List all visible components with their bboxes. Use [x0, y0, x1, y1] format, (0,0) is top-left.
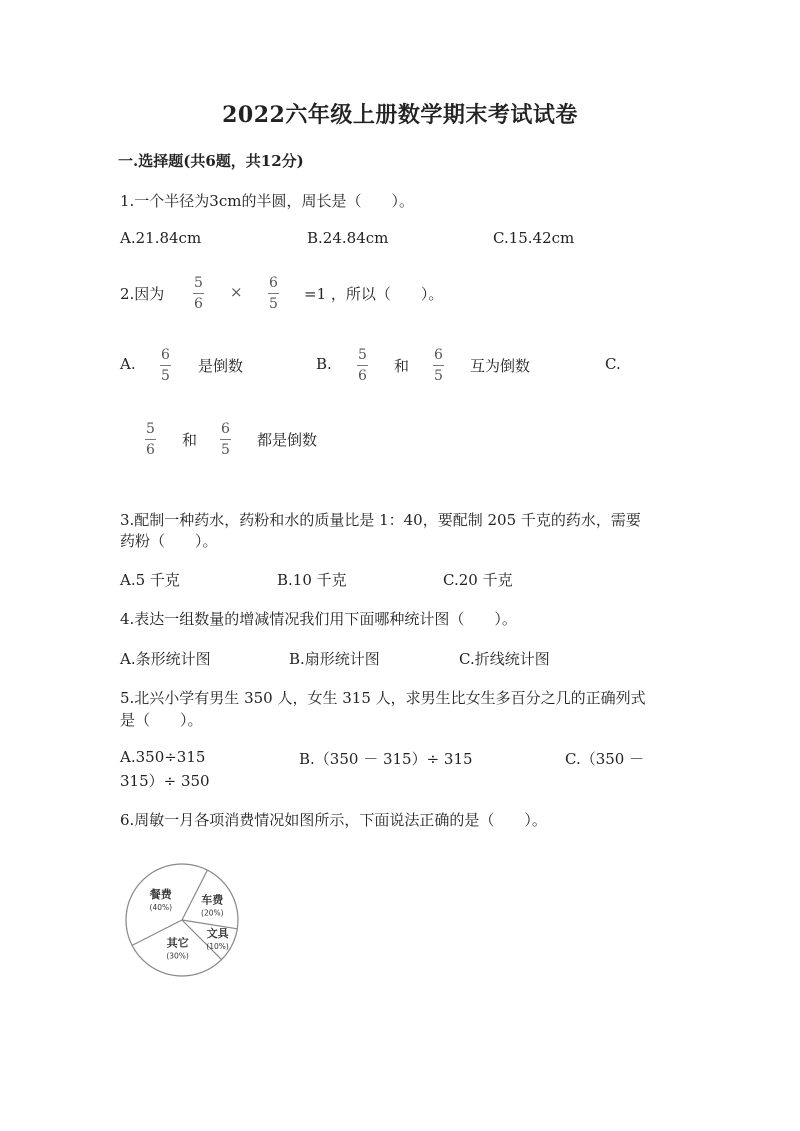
fraction-denominator: 5 — [221, 442, 230, 458]
fraction-denominator: 6 — [194, 296, 203, 312]
pie-slice-percent: (20%) — [201, 908, 224, 918]
fraction-denominator: 5 — [434, 368, 443, 384]
fraction-numerator: 5 — [194, 275, 203, 291]
q3-option-c[interactable]: C.20 千克 — [443, 571, 513, 589]
q2-option-c-fraction-1 — [145, 422, 156, 457]
q1-option-c[interactable]: C.15.42cm — [493, 229, 575, 247]
section-heading: 一.选择题(共6题，共12分) — [118, 152, 304, 170]
q2-option-b-fraction-1 — [357, 348, 368, 383]
q2-option-a-text: 是倒数 — [198, 357, 244, 375]
question-1: 1.一个半径为3cm的半圆，周长是（ ）。 — [120, 192, 414, 210]
q3-option-b[interactable]: B.10 千克 — [277, 571, 347, 589]
q5-option-c[interactable]: C.（350 － — [565, 750, 645, 768]
q1-option-b[interactable]: B.24.84cm — [307, 229, 389, 247]
fraction-numerator: 5 — [146, 421, 155, 437]
question-3-line-2: 药粉（ ）。 — [120, 532, 218, 550]
question-2-suffix: =1 ，所以（ ）。 — [304, 285, 444, 303]
fraction-denominator: 5 — [269, 296, 278, 312]
q2-option-b-text: 互为倒数 — [470, 357, 531, 375]
fraction-denominator: 5 — [161, 368, 170, 384]
q2-option-c-label[interactable]: C. — [605, 355, 621, 373]
q2-option-a-label[interactable]: A. — [120, 355, 136, 373]
q5-option-a[interactable]: A.350÷315 — [120, 748, 206, 766]
pie-slice-label: 车费 — [201, 893, 224, 907]
q5-option-c-continued: 315）÷ 350 — [120, 772, 210, 790]
fraction-numerator: 6 — [161, 347, 170, 363]
q1-option-a[interactable]: A.21.84cm — [120, 229, 202, 247]
q4-option-c[interactable]: C.折线统计图 — [459, 650, 550, 668]
q2-option-a-fraction — [160, 348, 171, 383]
q5-option-b[interactable]: B.（350 － 315）÷ 315 — [299, 750, 473, 768]
q2-option-b-and: 和 — [394, 357, 410, 375]
q4-option-b[interactable]: B.扇形统计图 — [289, 650, 380, 668]
pie-slice-percent: (40%) — [149, 902, 173, 912]
q2-fraction-1 — [193, 276, 204, 311]
question-6: 6.周敏一月各项消费情况如图所示，下面说法正确的是（ ）。 — [120, 811, 547, 829]
q2-option-c-and: 和 — [182, 431, 198, 449]
fraction-numerator: 6 — [221, 421, 230, 437]
fraction-numerator: 5 — [358, 347, 367, 363]
pie-slice-percent: (30%) — [166, 951, 189, 961]
question-2-prefix: 2.因为 — [120, 285, 165, 303]
question-5-line-1: 5.北兴小学有男生 350 人，女生 315 人，求男生比女生多百分之几的正确列式 — [120, 689, 646, 707]
q2-option-c-fraction-2 — [220, 422, 231, 457]
q2-fraction-2 — [268, 276, 279, 311]
pie-slice-label: 餐费 — [149, 887, 172, 901]
pie-slice-label: 文具 — [206, 927, 229, 941]
pie-slice-percent: (10%) — [206, 942, 229, 952]
fraction-numerator: 6 — [434, 347, 443, 363]
fraction-denominator: 6 — [358, 368, 367, 384]
q3-option-a[interactable]: A.5 千克 — [120, 571, 180, 589]
question-3-line-1: 3.配制一种药水，药粉和水的质量比是 1：40，要配制 205 千克的药水，需要 — [120, 511, 641, 529]
times-sign: × — [230, 283, 243, 301]
question-4: 4.表达一组数量的增减情况我们用下面哪种统计图（ ）。 — [120, 610, 517, 628]
q2-option-b-label[interactable]: B. — [316, 355, 332, 373]
fraction-denominator: 6 — [146, 442, 155, 458]
pie-slice-label: 其它 — [166, 936, 189, 950]
q2-option-c-text: 都是倒数 — [257, 431, 318, 449]
consumption-pie-chart — [120, 862, 245, 982]
fraction-numerator: 6 — [269, 275, 278, 291]
q4-option-a[interactable]: A.条形统计图 — [120, 650, 211, 668]
page-title: 2022六年级上册数学期末考试试卷 — [222, 102, 578, 128]
q2-option-b-fraction-2 — [433, 348, 444, 383]
question-5-line-2: 是（ ）。 — [120, 711, 203, 729]
